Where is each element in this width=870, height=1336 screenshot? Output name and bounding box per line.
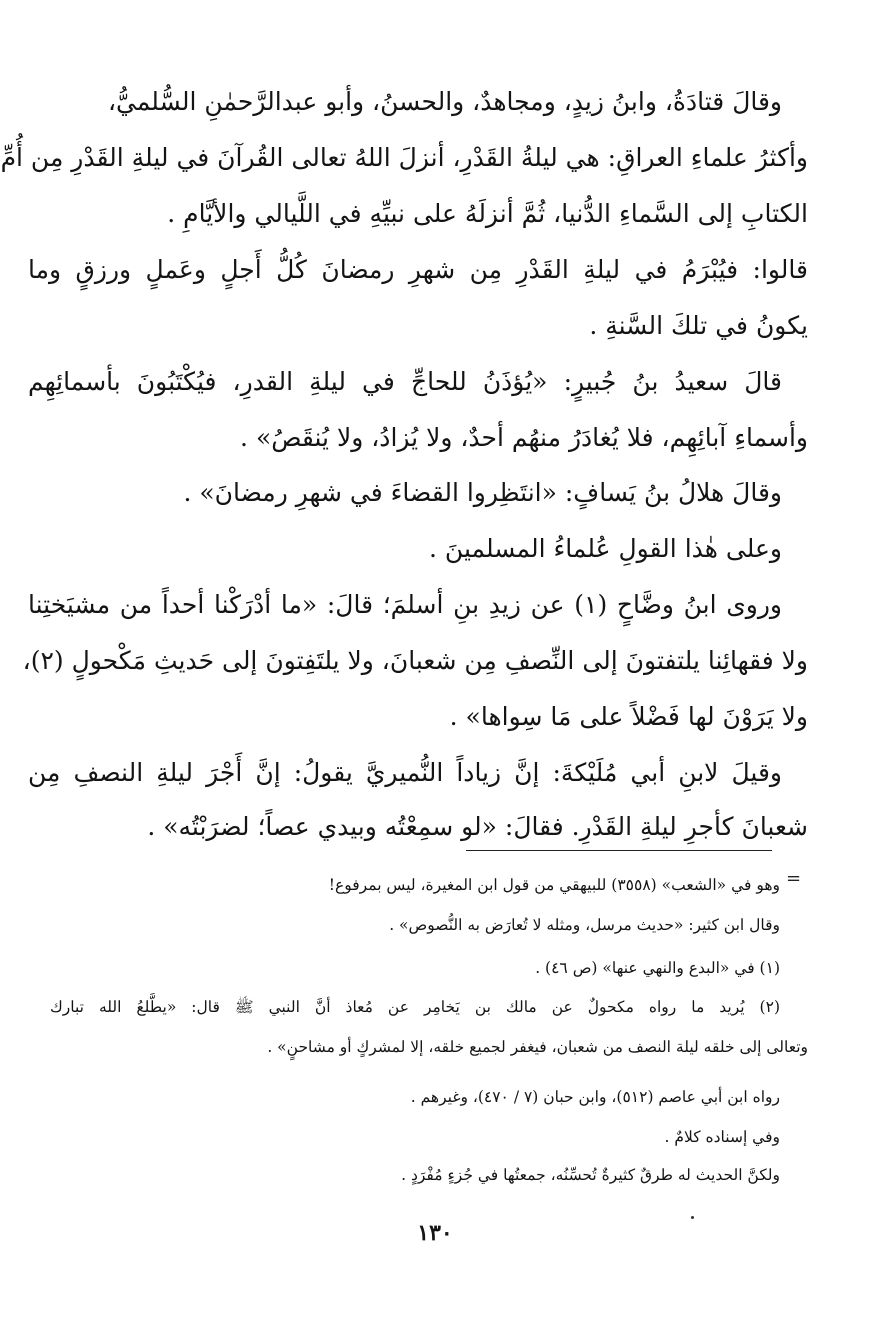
body-line: وأكثرُ علماءِ العراقِ: هي ليلةُ القَدْرِ، أنزلَ اللهُ تعالى القُرآنَ في ليلةِ القَدْرِ مِن أُمِّ [0, 143, 808, 172]
footnote-line: وهو في «الشعب» (٣٥٥٨) للبيهقي من قول ابن المغيرة، ليس بمرفوع! [328, 876, 780, 894]
body-line: شعبانَ كأجرِ ليلةِ القَدْرِ. فقالَ: «لو سمِعْتُه وبيدي عصاً؛ لضرَبْتُه» . [147, 812, 808, 841]
body-line: قالوا: فيُبْرَمُ في ليلةِ القَدْرِ مِن شهرِ رمضانَ كُلُّ أَجلٍ وعَملٍ ورزقٍ وما [28, 255, 808, 284]
footnote-line: ولكنَّ الحديث له طرقٌ كثيرةٌ تُحسِّنُه، جمعتُها في جُزءٍ مُفْرَدٍ . [401, 1166, 780, 1184]
body-line: وعلى هٰذا القولِ عُلماءُ المسلمينَ . [429, 534, 782, 563]
body-line: وقيلَ لابنِ أبي مُلَيْكةَ: إنَّ زياداً النُّميريَّ يقولُ: إنَّ أَجْرَ ليلةِ النصفِ مِن [28, 758, 782, 787]
footnote-line: وتعالى إلى خلقه ليلة النصف من شعبان، فيغفر لجميع خلقه، إلا لمشركٍ أو مشاحنٍ» . [267, 1038, 808, 1056]
body-line: ولا فقهائِنا يلتفتونَ إلى النِّصفِ مِن شعبانَ، ولا يلتَفِتونَ إلى حَديثِ مَكْحولٍ (٢)، [22, 646, 808, 675]
footnote-line: وقال ابن كثير: «حديث مرسل، ومثله لا تُعارَض به النُّصوص» . [389, 916, 780, 934]
footnote-line: رواه ابن أبي عاصم (٥١٢)، وابن حبان (٧ / ٤٧٠)، وغيرهم . [410, 1088, 780, 1106]
footnote-line: (١) في «البدع والنهي عنها» (ص ٤٦) . [535, 959, 780, 977]
body-line: وأسماءِ آبائِهِم، فلا يُغادَرُ منهُم أحدٌ، ولا يُزادُ، ولا يُنقَصُ» . [240, 423, 808, 452]
footnote-separator [466, 850, 772, 851]
footnote-continuation-mark: = [786, 868, 802, 889]
body-line: الكتابِ إلى السَّماءِ الدُّنيا، ثُمَّ أنزلَهُ على نبيِّهِ في اللَّيالي والأيَّامِ . [167, 199, 808, 228]
footnote-line: (٢) يُريد ما رواه مكحولٌ عن مالك بن يَخامِر عن مُعاذ أنَّ النبي ﷺ قال: «يطَّلعُ الله تبارك [50, 998, 780, 1016]
body-line: قالَ سعيدُ بنُ جُبيرٍ: «يُؤذَنُ للحاجِّ في ليلةِ القدرِ، فيُكْتَبُونَ بأسمائِهِم [28, 367, 782, 396]
body-line: وقالَ هلالُ بنُ يَسافٍ: «انتَظِروا القضاءَ في شهرِ رمضانَ» . [183, 478, 782, 507]
body-line: ولا يَرَوْنَ لها فَضْلاً على مَا سِواها» . [449, 702, 808, 731]
page-number: ١٣٠ [417, 1220, 453, 1246]
body-line: يكونُ في تلكَ السَّنةِ . [589, 311, 808, 340]
body-line: وقالَ قتادَةُ، وابنُ زيدٍ، ومجاهدٌ، والحسنُ، وأبو عبدالرَّحمٰنِ السُّلميُّ، [107, 87, 782, 116]
footnote-line: وفي إسناده كلامٌ . [664, 1128, 780, 1146]
body-line: وروى ابنُ وضَّاحٍ (١) عن زيدِ بنِ أسلمَ؛ قالَ: «ما أدْرَكْنا أحداً من مشيَختِنا [28, 590, 782, 619]
